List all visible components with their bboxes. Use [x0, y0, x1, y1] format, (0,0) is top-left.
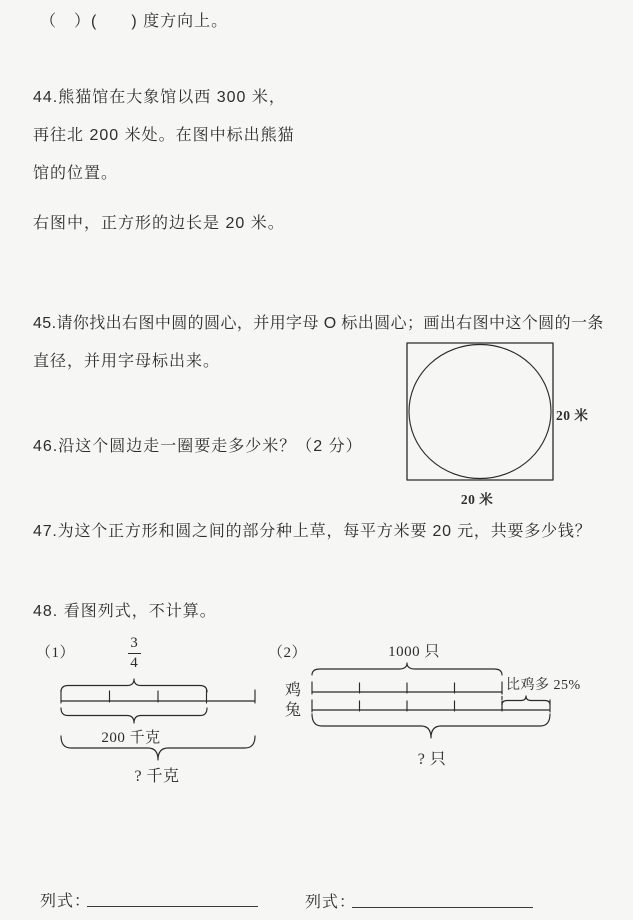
q45-text-line-2: 直径，并用字母标出来。: [33, 353, 221, 370]
q48-heading: 48. 看图列式，不计算。: [33, 603, 217, 620]
q44-note-square-side: 右图中，正方形的边长是 20 米。: [33, 215, 285, 232]
square-side-label-right: 20 米: [556, 408, 589, 423]
equation-label-2: 列式：: [305, 894, 357, 911]
diagram2-extra-percent-label: 比鸡多 25%: [506, 678, 581, 693]
fraction-three-fourths: [123, 635, 145, 672]
brace-under-total-2: [312, 714, 550, 738]
bar-model-1: [50, 670, 265, 770]
brace-under-200kg: [61, 708, 207, 723]
q45-text-line-1: 45.请你找出右图中圆的圆心，并用字母 O 标出圆心；画出右图中这个圆的一条: [33, 315, 604, 332]
fraction-bar: [128, 653, 141, 654]
q47-text: 47.为这个正方形和圆之间的部分种上草，每平方米要 20 元，共要多少钱？: [33, 523, 592, 540]
chicken-row-label: 鸡: [285, 682, 302, 699]
diagram1-total-label: ? 千克: [134, 768, 180, 785]
brace-over-three-fourths: [61, 679, 207, 692]
equation-label-1: 列式：: [40, 893, 92, 910]
q44-text-line-1: 44.熊猫馆在大象馆以西 300 米，: [33, 89, 286, 106]
diagram1-index-label: （1）: [36, 645, 76, 661]
square-side-label-bottom: 20 米: [460, 492, 494, 507]
rabbit-row-label: 兔: [285, 702, 302, 719]
square-outline: [407, 343, 553, 480]
fraction-numerator: 3: [130, 635, 138, 651]
brace-over-1000: [312, 663, 502, 675]
diagram1-part-label: 200 千克: [101, 730, 161, 746]
q46-text: 46.沿这个圆边走一圈要走多少米？（2 分）: [33, 438, 363, 455]
square-circle-figure: [406, 342, 555, 482]
inscribed-circle: [409, 345, 551, 479]
degree-direction-line: （ ）( ) 度方向上。: [40, 13, 229, 30]
diagram2-top-count-label: 1000 只: [388, 644, 440, 660]
diagram2-index-label: （2）: [268, 645, 308, 661]
answer-blank-line-1: [87, 890, 258, 907]
q44-text-line-3: 馆的位置。: [33, 165, 119, 182]
diagram2-total-label: ? 只: [417, 751, 447, 768]
brace-over-extra-25: [502, 696, 550, 705]
bar-model-2: [280, 660, 575, 745]
q44-text-line-2: 再往北 200 米处。在图中标出熊猫: [33, 127, 295, 144]
answer-blank-line-2: [352, 891, 533, 908]
fraction-denominator: 4: [130, 655, 138, 671]
